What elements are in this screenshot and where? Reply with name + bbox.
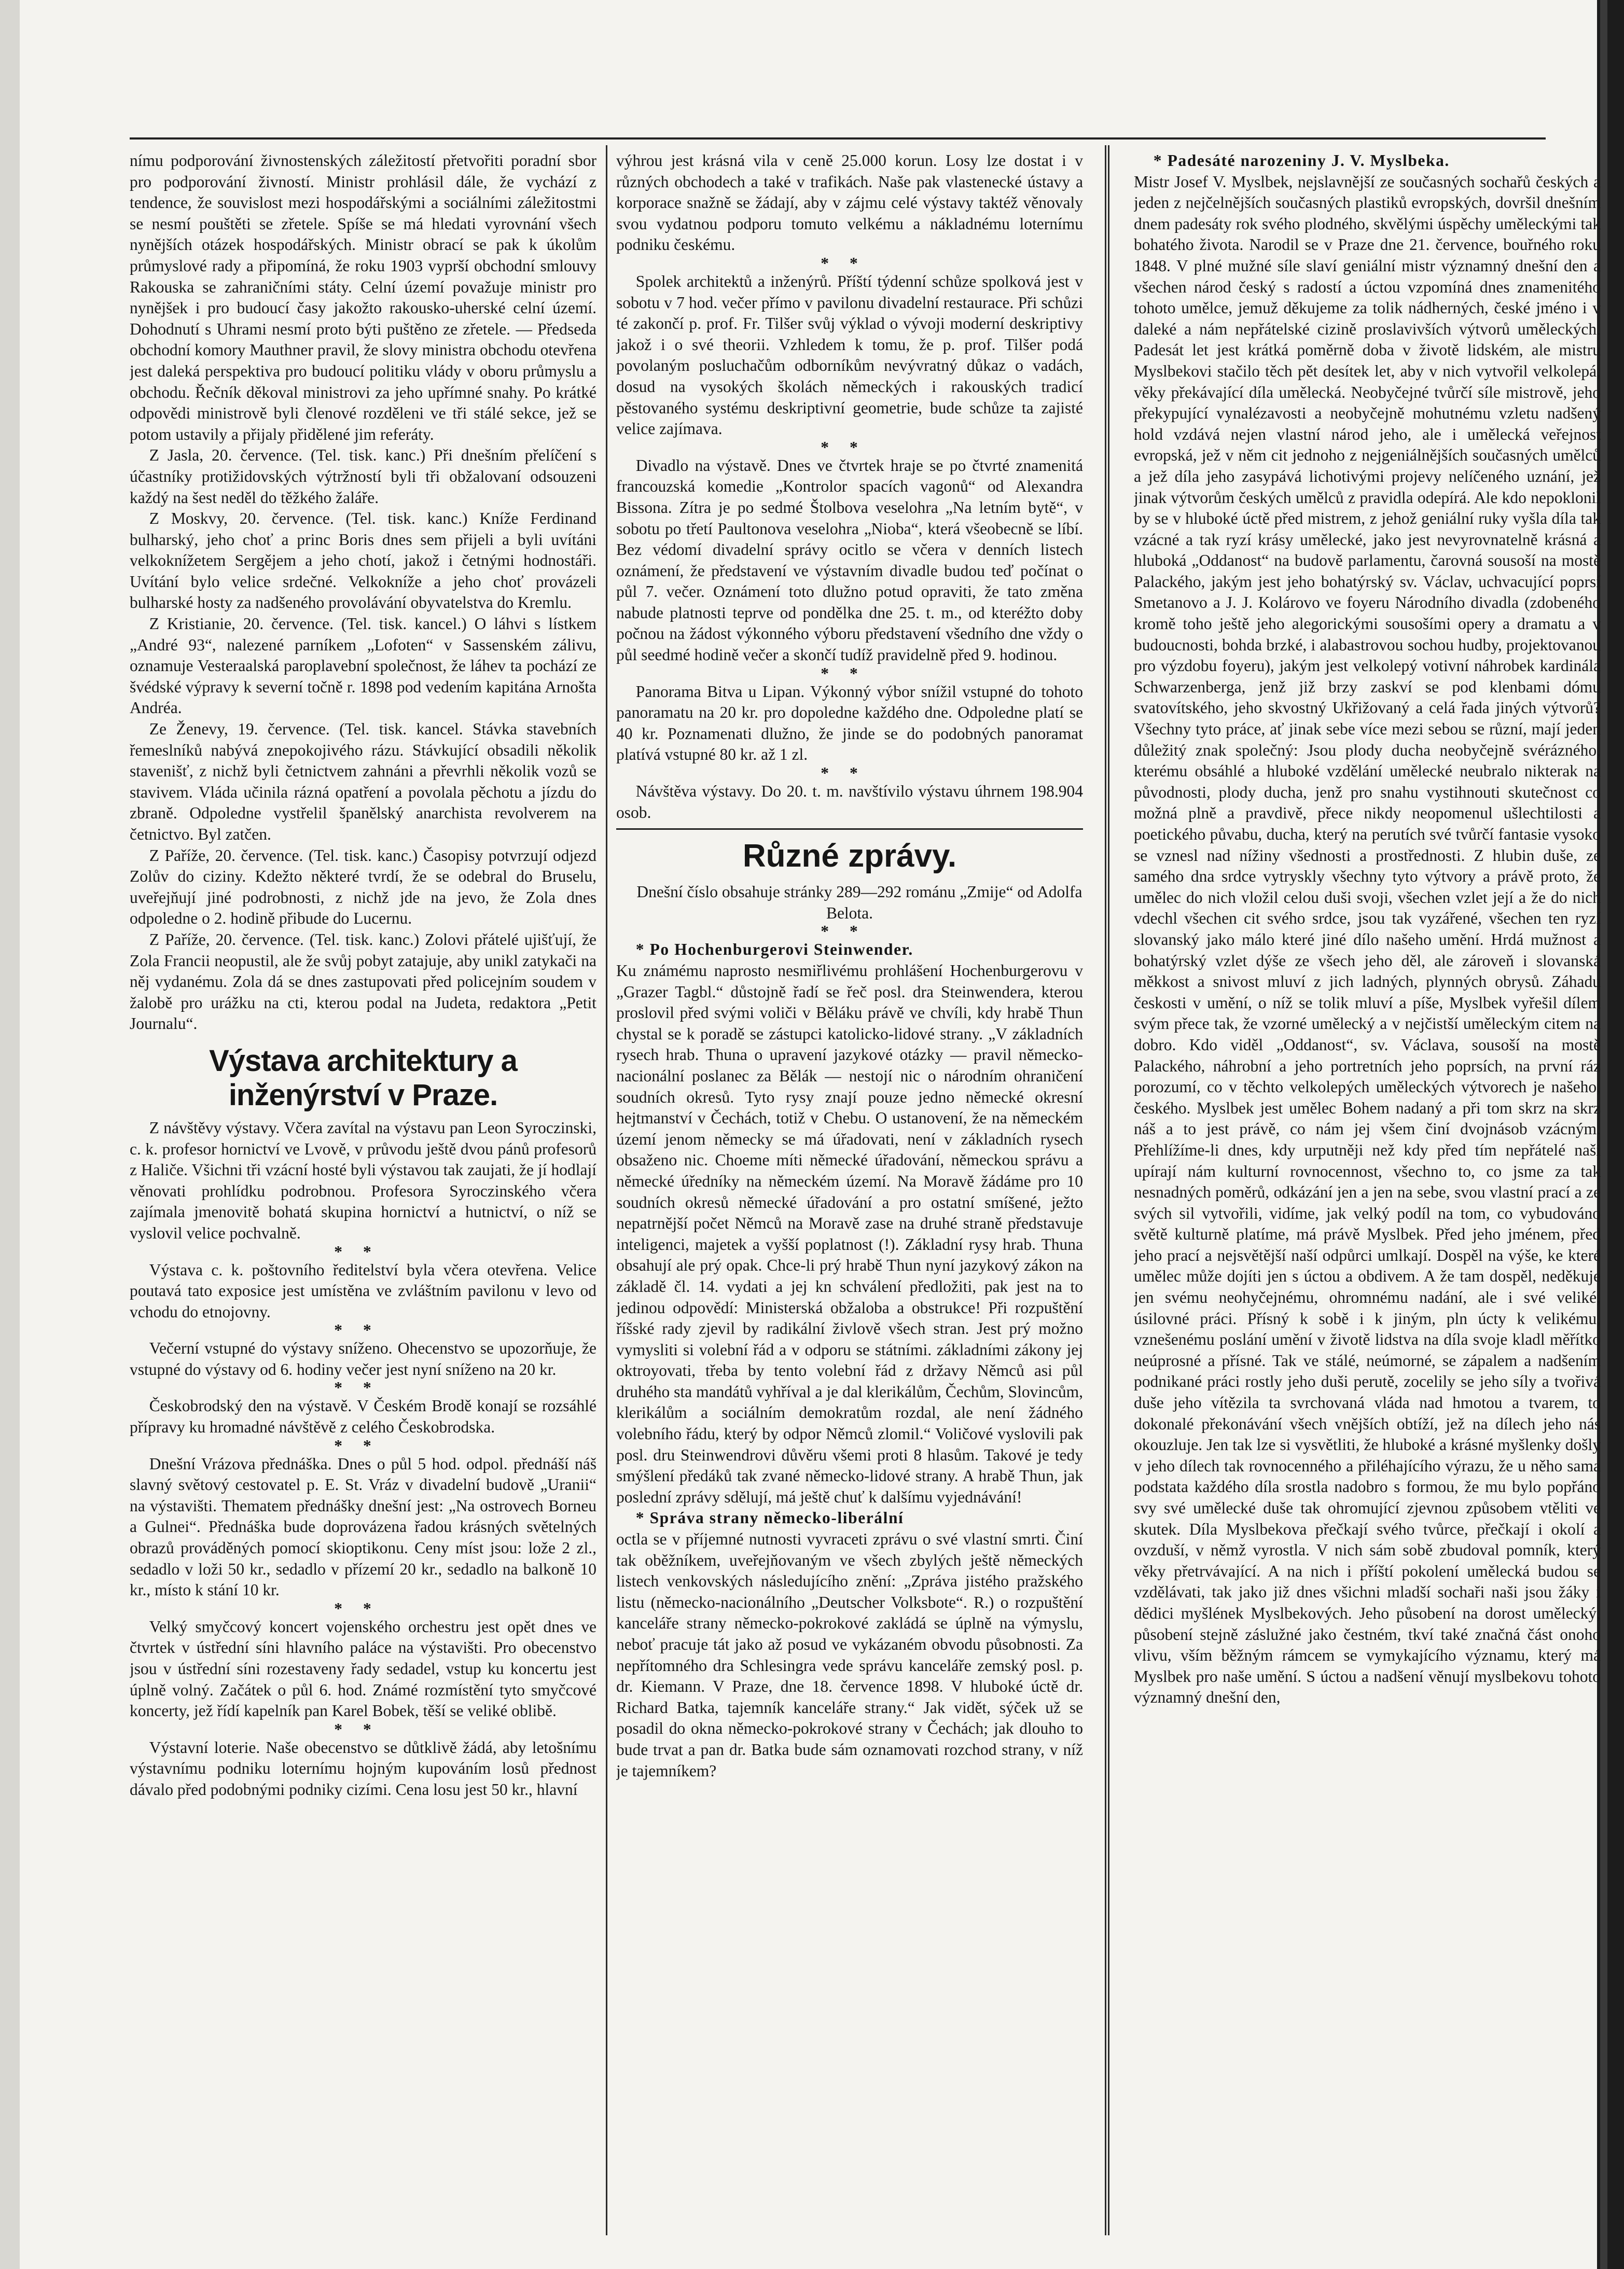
separator-asterisks: **	[821, 438, 879, 456]
telegram-moskva: Z Moskvy, 20. července. (Tel. tisk. kanc.) Kníže Ferdinand bulharský, jeho choť a princ Boris dnes sem přijeli a byli uvítáni velkoknížetem Sergějem a jeho chotí, jakož i četnými hodnostáři. Uvítání bylo velice srdečné. Velkokníže a jeho choť provázeli bulharské hosty za nadšeného provolávání obyvatelstva do Kremlu.	[130, 509, 596, 612]
heading-hochenburger: * Po Hochenburgerovi Steinwender.	[635, 940, 913, 959]
news-postovni-reditelstvi: Výstava c. k. poštovního ředitelství byla včera otevřena. Velice poutavá tato exposice jest umístěna ve zvláštním pavilonu v levo od vchodu do etnojovny.	[130, 1260, 596, 1321]
section-heading-ruzne-zpravy: Různé zprávy.	[742, 838, 957, 874]
news-navsteva-vystavy-count: Návštěva výstavy. Do 20. t. m. navštívilo výstavu úhrnem 198.904 osob.	[616, 782, 1083, 822]
telegram-kristianie: Z Kristianie, 20. července. (Tel. tisk. kancel.) O láhvi s lístkem „André 93“, nalezené parníkem „Lofoten“ v Sassenském zálivu, oznamuje Vesteraalská paroplavební společnost, že láhev ta pochází ze švédské výpravy k severní točně r. 1898 pod vedením kapitána Arnošta Andréa.	[130, 615, 596, 717]
section-heading-vystava: Výstava architektury a inženýrství v Praze.	[209, 1043, 517, 1112]
separator-asterisks: **	[334, 1242, 392, 1261]
column-divider-2	[1105, 145, 1106, 2235]
separator-asterisks: **	[334, 1379, 392, 1397]
telegram-jaslo: Z Jasla, 20. července. (Tel. tisk. kanc.) Při dnešním přelíčení s účastníky protižidovských výtržností byli tři obžalovaní odsouzeni každý na šest neděl do těžkého žaláře.	[130, 446, 596, 507]
column-divider-2b	[1108, 145, 1109, 2235]
article-continuation-ministr: nímu podporování živnostenských záležitostí přetvořiti poradní sbor pro podporování živností. Ministr prohlásil dále, že vychází z tendence, že souvislost mezi hospodářskými a sociálními záležitostmi se nesmí pouštěti se zřetele. Spíše se má hledati vyrovnání všech nynějších otázek hospodářských. Ministr obrací se pak k úkolům průmyslové rady a připomíná, že roku 1903 vyprší obchodní smlouvy Rakouska se zahraničními státy. Celní území považuje ministr pro nynějšek i pro budoucí časy jakožto rakousko-uherské celní území. Dohodnutí s Uhrami nesmí proto býti puštěno ze zřetele. — Předseda obchodní komory Mauthner pravil, že slovy ministra obchodu otevřena jest daleká perspektiva pro budoucí politiku vlády v oboru průmyslu a obchodu. Řečník děkoval ministrovi za jeho upřímné snahy. Po krátké odpovědi ministrově byli členové rozděleni ve tři stálé sekce, jež se potom ustavily a přijaly přidělené jim referáty.	[130, 151, 596, 443]
article-myslbek: Mistr Josef V. Myslbek, nejslavnější ze současných sochařů českých a jeden z nejčelnějších současných plastiků evropských, dovršil dnešním dnem padesáty rok svého plodného, skvělými úspěchy uměleckými tak bohatého života. Narodil se v Praze dne 21. července, bouřného roku 1848. V plné mužné síle slaví geniální mistr významný dnešní den a všechen národ český s radostí a úctou vzpomíná dnes znamenitého tohoto umělce, jemuž děkujeme za tolik nádherných, české jméno i v daleké a nám nepřátelské cizině proslavivších výtvorů uměleckých. Padesát let jest krátká poměrně doba v životě lidském, ale mistru Myslbekovi stačilo těch pět desítek let, aby v nich vytvořil velkolepá, věky překávající díla umělecká. Neobyčejné tvůrčí síle mistrově, jeho překypující vynalézavosti a neobyčejně mohutnému vzletu nadšený hold vzdává nejen vlastní národ jeho, ale i umělecká veřejnost evropská, jež v něm cit jednoho z nejgeniálnějších současných umělců a jež díla jeho zasypává lichotivými projevy nelíčeného uznání, jež jinak výtvorům českých umělců z pravidla odepírá. Ale kdo nepoklonil by se v hluboké úctě před mistrem, z jehož geniální ruky vyšla díla tak vzácné a tak ryzí krásy umělecké, jako jest nevyrovnatelně krásná a hluboká „Oddanost“ na budově parlamentu, čarovná sousoší na mostě Palackého, jakým jest jeho bohatýrský sv. Václav, uchvacující poprsí Smetanovo a J. J. Kolárovo ve foyeru Národního divadla (zdobeného kromě toho ještě jeho alegorickými sousošími opery a dramatu a v budoucnosti, bohda brzké, i alabastrovou sochou hudby, projektovanou pro výzdobu foyeru), jakým jest velkolepý votivní náhrobek kardinála Schwarzenberga, jenž již brzy zaskví se pod klenbami dómu svatovítského, jeho skvostný Ukřižovaný a celá řada jiných výtvorů? Všechny tyto práce, ať jinak sebe více mezi sebou se různí, mají jeden důležitý znak společný: Jsou plody ducha neobyčejně svérázného, kterému obsáhlé a hluboké vzdělání umělecké neubralo nikterak na původnosti, plody ducha, jenž pro snahu vystihnouti skutečnost co možná plně a pravdivě, přece nikdy neopomenul ušlechtilosti a poetického půvabu, ducha, který na perutích své tvůrčí fantasie vysoko se vznesl nad nížiny všednosti a prostřednosti. Z hlubin duše, ze samého dna srdce vytryskly všechny tyto výtvory a právě proto, že umělec do nich vložil celou duši svoji, všechen vzlet její a že do nich vdechl všechen cit svého srdce, jsou tak vyzářené, všechen ten ryzí slovanský jako málo které jiné dílo našeho umění. Hrdá mužnost a bohatýrský vzlet dýše ze všech jeho děl, ale zároveň i slovanská měkkost a snivost mluví z jich ladných, plynných obrysů. Záhadu českosti v umění, o níž se tolik mluví a píše, Myslbek vyřešil dílem svým přece tak, že vzorné umělecký a v nejčistší uměleckým citem na dobro. Kdo viděl „Oddanost“, sv. Václava, sousoší na mostě Palackého, náhrobní a jeho portretních jeho poprsích, na první ráz porozumí, co v těchto velkolepých uměleckých výtvorech je našeho, českého. Myslbek jest umělec Bohem nadaný a při tom skrz na skrz náš a to jest právě, co nám jej všem činí dvojnásob vzácným. Přehlížíme-li dnes, kdy urputněji než kdy před tím nepřátelé naši upírají nám kulturní rovnocennost, všechno to, co jsme za tak nesnadných poměrů, odkázání jen a jen na sebe, svou vlastní prací a ze svých sil vytvořili, vidíme, jak velký podíl na tom, co vybudováno světě kulturně platíme, má právě Myslbek. Před jeho jménem, před jeho prací a nejsvětější naší odpůrci umlkají. Dospěl na výše, ke které umělec může dojíti jen s úctou a obdivem. A že tam dospěl, neděkuje jen svému neohyčejnému, ohromnému nadání, ale i své veliké, úsilovné práci. Přísný k sobě i k jiným, pln úcty k velikému, vznešenému poslání umění v životě lidstva na díla svoje kladl měřítko neúprosné a přísné. Tak ve stálé, neúmorné, se zápalem a nadšením podnikané práci rostly jeho duši perutě, zocelily se jeho síly a tvořivá duše jeho vítězila ta svrchovaná vláda nad hmotou a tvarem, to dokonalé překonávání všech vnějších obtíží, jež na dílech jeho nás okouzluje. Jen tak lze si vysvětliti, že hluboké a krásné myšlenky došly v jeho dílech tak rovnocenného a přiléhajícího výrazu, že u něho sama podstata každého díla srostla nadobro s formou, že mu bylo popřáno svy své umělecké duše tak ohromující zjevnou způsobem vtěliti ve skutek. Díla Myslbekova přečkají svého tvůrce, přečkají i okolí a ovzduší, v němž vyrostla. V nich sám sobě zbudoval pomník, který věky přetrvávající. A na nich i příští pokolení umělecká budou se vzdělávati, tak jako již dnes všichni mladší sochaři naši jsou žáky i dědici myšlének Myslbekových. Jeho působení na dorost umělecký, působení stejně záslužné jako čestném, tkví také značná část onoho vlivu, vším běžným rámcem se vymykajícího významu, který má Myslbek pro naše umění. S úctou a nadšení věnují myslbekovu tohoto významný dnešní den,	[1134, 172, 1601, 1707]
telegram-zenevy: Ze Ženevy, 19. července. (Tel. tisk. kancel. Stávka stavebních řemeslníků nabývá znepokojivého rázu. Stávkující obsadili několik stavenišť, z nichž byli četnictvem zahnáni a převrhli několik vozů se stavivem. Vláda učinila rázná opatření a povolala pěchotu a jízdu do zbraně. Odpoledne vystřelil španělský anarchista revolverem na četnictvo. Byl zatčen.	[130, 720, 596, 843]
separator-asterisks: **	[334, 1599, 392, 1618]
heading-sprava-strany: * Správa strany německo-liberální	[635, 1509, 904, 1527]
separator-asterisks: **	[821, 922, 879, 941]
article-hochenburger-steinwender: Ku známému naprosto nesmiřlivému prohlášení Hochenburgerovu v „Grazer Tagbl.“ důstojně řadí se řeč posl. dra Steinwendera, kterou proslovil před svými voliči v Běláku právě ve chvíli, kdy hrabě Thun chystal se k poradě se zástupci katolicko-lidové strany. „V základních rysech hrab. Thuna o upravení jazykové otázky — pravil německo-nacionální poslanec za Bělák — nestojí nic o národním ohraničení soudních okresů. Tyto rysy znají pouze jedno německé okresní hejtmanství v Čechách, totiž v Chebu. O ustanovení, že na německém území jenom německy se má úřadovati, není v základních rysech obsaženo nic. Choeme míti německé úřadování, německou správu a německé úředníky na německém území. Na Moravě žádáme pro 10 soudních okresů německé úřadování a pro ostatní smíšené, ježto nepatrnější počet Němců na Moravě zase na druhé straně představuje inteligenci, majetek a vyšší poplatnost (!). Základní rysy hrab. Thuna obsahují ale prý opak. Chce-li prý hrabě Thun nyní jazykový zákon na základě čl. 14. vydati a jej kn schválení předložiti, pak jest na to jedinou odpovědí: Ministerská obžaloba a obstrukce! Při rozpuštění říšské rady zjevil by radikální živlově všech stran. Jest prý možno vymysliti si volební řád a v odporu se státními. základními zákony jej oktroyovati, třeba by tento volební řád z državy Němců asi půl druhého sta mandátů vyhříval a je dal klerikálům, Čechům, Slovincům, klerikálům a sociálním demokratům rozdal, ale není žádného volebního řádu, který by odpor Němců zlomil.“ Voličové vyslovili pak posl. dru Steinwendrovi důvěru všemi proti 8 hlasům. Takové je tedy smýšlení předáků tak zvané německo-lidové strany. A hrabě Thun, jak poslední zprávy sdělují, má ještě chuť k dalšímu vyjednávání!	[616, 962, 1083, 1506]
news-panorama-lipany: Panorama Bitva u Lipan. Výkonný výbor snížil vstupné do tohoto panoramatu na 20 kr. pro dopoledne každého dne. Odpoledne platí se 40 kr. Poznamenati dlužno, že jinde se do podobných panoramat platívá vstupné 80 kr. až 1 zl.	[616, 682, 1083, 764]
separator-asterisks: **	[821, 664, 879, 683]
page-top-rule	[130, 137, 1546, 140]
separator-asterisks: **	[334, 1436, 392, 1455]
heading-myslbek-narozeniny: * Padesáté narozeniny J. V. Myslbeka.	[1153, 151, 1450, 170]
intro-zmije-roman: Dnešní číslo obsahuje stránky 289—292 románu „Zmije“ od Adolfa Belota.	[636, 883, 1082, 922]
news-vecerni-vstupne: Večerní vstupné do výstavy sníženo. Ohecenstvo se upozorňuje, že vstupné do výstavy od 6. hodiny večer jest nyní sníženo na 20 kr.	[130, 1339, 596, 1379]
news-vystavni-loterie: Výstavní loterie. Naše obecenstvo se důtklivě žádá, aby letošnímu výstavnímu podniku loternímu hojným kupováním losů přednost dávalo před podobnými podniky cizími. Cena losu jest 50 kr., hlavní	[130, 1738, 596, 1799]
news-divadlo-na-vystave: Divadlo na výstavě. Dnes ve čtvrtek hraje se po čtvrté znamenitá francouzská komedie „Kontrolor spacích vagonů“ od Alexandra Bissona. Zítra je po sedmé Štolbova veselohra „Na letním bytě“, v sobotu po třetí Paultonova veselohra „Nioba“, která všeobecně se líbí. Bez védomí divadelní správy ocitlo se včera v denních listech oznámení, že představení ve výstavním divadle budou teď počínat o půl 7. večer. Oznámení toto dlužno potud opraviti, že tato změna nabude platnosti teprve od pondělka dne 25. t. m., od kteréžto doby počnou na žádost výkonného výboru představení všedního dne vždy o půl seedmé hodině večer a skončí tudíž pravidelně před 9. hodinou.	[616, 456, 1083, 664]
article-sprava-strany: octla se v příjemné nutnosti vyvraceti zprávu o své vlastní smrti. Činí tak oběžníkem, uveřejňovaným ve všech zbylých ještě německých listech venkovských následujícího znění: „Zpráva jistého pražského listu (německo-nacionálního „Deutscher Volksbote“. R.) o rozpuštění kanceláře strany německo-pokrokové zakládá se úplně na výmyslu, neboť pracuje tát jako až posud ve vykázaném obvodu působnosti. Za nepřítomného dra Schlesingra vede správu kanceláře zemský posl. p. dr. Kiemann. V Praze, dne 18. července 1898. V hluboké úctě dr. Richard Batka, tajemník kanceláře strany.“ Jak vidět, sýček už se posadil do okna německo-pokrokové strany v Čechách; jak dlouho to bude trvat a pan dr. Batka bude sám oznamovati rozchod strany, v níž je tajemníkem?	[616, 1530, 1083, 1780]
news-navsteva-vystavy: Z návštěvy výstavy. Včera zavítal na výstavu pan Leon Syroczinski, c. k. profesor hornictví ve Lvově, v průvodu ještě dvou pánů profesorů z Haliče. Všichni tři vzácní hosté byli výstavou tak zaujati, že jí hodlají věnovati prohlídku podrobnou. Profesora Syroczinského včera zajímala jmenovitě bohatá skupina hornictví a hutnictví, o níž se vyslovil velice pochvalně.	[130, 1118, 596, 1242]
column-2	[616, 150, 1083, 2230]
news-spolek-architektu: Spolek architektů a inženýrů. Příští týdenní schůze spolková jest v sobotu v 7 hod. večer přímo v pavilonu divadelní restaurace. Při schůzi té zakončí p. prof. Fr. Tilšer svůj výklad o vývoji moderní deskriptivy jakož i o své theorii. Vzhledem k tomu, že p. prof. Tilšer podá povolaným posluchačům odborníkům nevývratný důkaz o vadách, dosud na vysokých školách německých i rakouských tradicí pěstovaného systému deskriptivní geometrie, bude schůze ta zajisté velice zajímava.	[616, 272, 1083, 438]
separator-asterisks: **	[334, 1720, 392, 1738]
news-ceskobrodsky-den: Českobrodský den na výstavě. V Českém Brodě konají se rozsáhlé přípravy ku hromadné návštěvě z celého Českobrodska.	[130, 1397, 596, 1437]
separator-asterisks: **	[334, 1321, 392, 1340]
scan-margin-left	[0, 0, 20, 2269]
news-vrazova-prednaska: Dnešní Vrázova přednáška. Dnes o půl 5 hod. odpol. přednáší náš slavný světový cestovatel p. E. St. Vráz v divadelní budově „Uranii“ na výstavišti. Thematem přednášky dnešní jest: „Na ostrovech Borneu a Gulnei“. Přednáška bude doprovázena řadou krásných světelných obrazů prováděných pomocí skioptikonu. Ceny míst jsou: lože 2 zl., sedadlo v loži 50 kr., sedadlo v přízemí 20 kr., sedadlo na balkoně 10 kr., místo k stání 10 kr.	[130, 1454, 596, 1599]
column-1	[130, 150, 596, 2230]
column-divider-1	[606, 145, 607, 2235]
telegram-parize-1: Z Paříže, 20. července. (Tel. tisk. kanc.) Časopisy potvrzují odjezd Zolův do ciziny. Kdežto některé tvrdí, že se odebral do Bruselu, uveřejňují jiné podrobnosti, z nichž jde na jevo, že Zola dnes odpoledne o 2. hodině přibude do Lucernu.	[130, 846, 596, 928]
telegram-parize-2: Z Paříže, 20. července. (Tel. tisk. kanc.) Zolovi přátelé ujišťují, že Zola Francii neopustil, ale že svůj pobyt zatajuje, aby unikl zatykači na něj vydanému. Zola dá se dnes zastupovati před policejním soudem v žalobě pro urážku na cti, kterou podal na Judeta, redaktora „Petit Journalu“.	[130, 930, 596, 1033]
section-rule	[616, 828, 1083, 830]
separator-asterisks: **	[821, 764, 879, 783]
separator-asterisks: **	[821, 254, 879, 272]
column-3	[1134, 150, 1601, 2230]
scan-margin-right	[1597, 0, 1624, 2269]
news-loterie-continuation: výhrou jest krásná vila v ceně 25.000 korun. Losy lze dostat i v různých obchodech a také v trafikách. Naše pak vlastenecké ústavy a korporace snažně se žádají, aby v zájmu celé výstavy taktéž věnovaly svou vydatnou podporu tomuto velkému a nákladnému loternímu podniku českému.	[616, 151, 1083, 254]
news-smyccovy-koncert: Velký smyčcový koncert vojenského orchestru jest opět dnes ve čtvrtek v ústřední síni hlavního paláce na výstavišti. Pro obecenstvo jsou v ústřední síni rozestaveny řady sedadel, vstup ku koncertu jest úplně volný. Začátek o půl 6. hod. Známé rozmístění tyto smyčcové koncerty, jež řídí kapelník pan Karel Bobek, těší se veliké oblibě.	[130, 1617, 596, 1720]
